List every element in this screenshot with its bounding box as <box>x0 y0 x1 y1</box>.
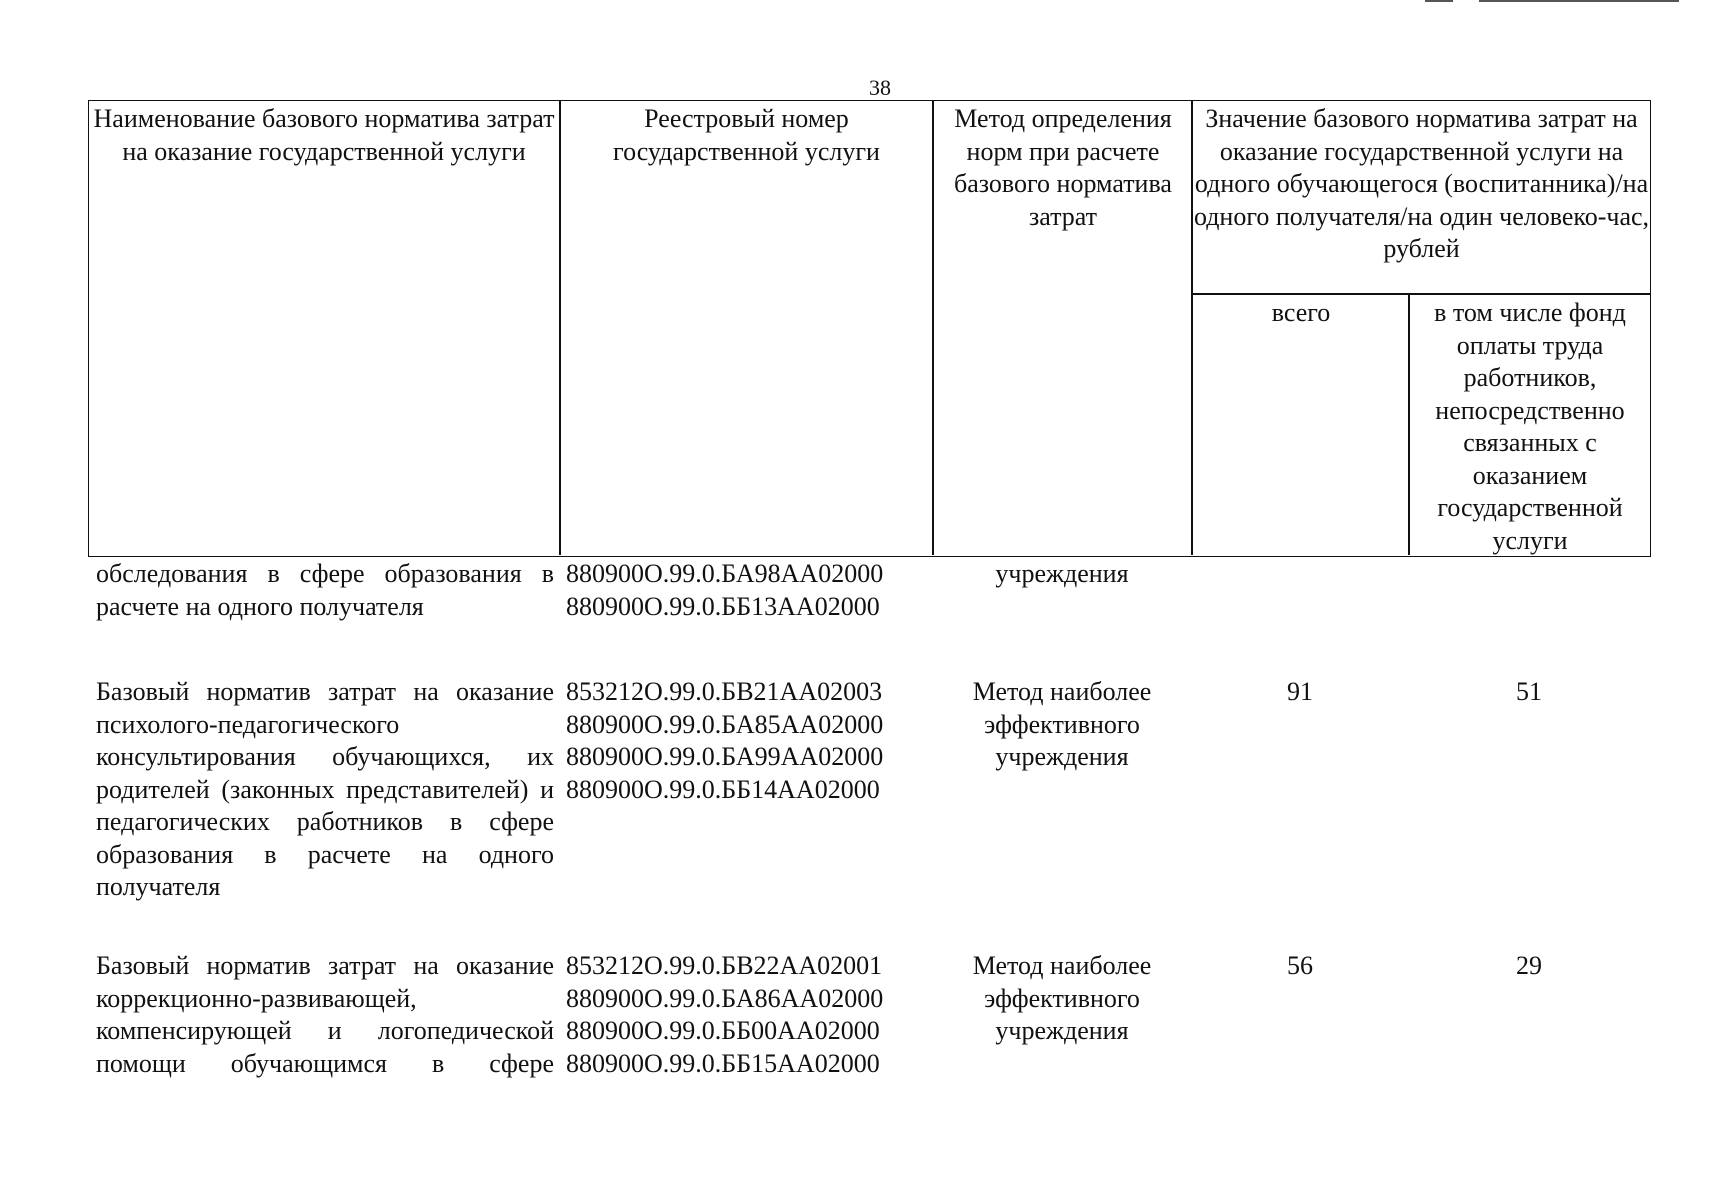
registry-code: 880900О.99.0.БА99АА02000 <box>566 742 884 771</box>
table-header <box>88 100 1651 557</box>
row-method: Метод наиболее эффективного учреждения <box>972 677 1152 771</box>
row-method: Метод наиболее эффективного учреждения <box>972 951 1152 1045</box>
registry-code: 880900О.99.0.БА85АА02000 <box>566 709 884 739</box>
registry-code: 880900О.99.0.БА86АА02000 <box>566 983 884 1013</box>
row-total: 91 <box>1287 677 1313 706</box>
header-fund: в том числе фонд оплаты труда работников, непосредственно связанных с оказанием государственной услуги <box>1434 298 1626 555</box>
registry-code: 880900О.99.0.ББ14АА02000 <box>566 774 880 804</box>
row-total: 56 <box>1287 951 1313 980</box>
registry-code: 853212О.99.0.БВ22АА02001 <box>566 951 883 980</box>
scan-mark <box>1479 0 1679 2</box>
header-total: всего <box>1271 298 1331 327</box>
row-registry-codes <box>566 676 926 806</box>
registry-code: 853212О.99.0.БВ21АА02003 <box>566 677 883 706</box>
registry-code: 880900О.99.0.ББ15АА02000 <box>566 1048 880 1078</box>
column-divider <box>559 101 561 555</box>
registry-code: 880900О.99.0.ББ13АА02000 <box>566 591 880 621</box>
scan-edge-marks <box>1425 0 1685 4</box>
row-name: Базовый норматив затрат на оказание коррекционно-развивающей, компенсирующей и логопедической помощи обучающимся в сфере <box>96 951 554 1078</box>
row-name: Базовый норматив затрат на оказание психолого-педагогического консультирования обучающихся, их родителей (законных представителей) и педагогических работников в сфере образования в расчете на одного получателя <box>96 677 554 901</box>
scan-mark <box>1425 0 1453 2</box>
row-registry-codes <box>566 950 926 1080</box>
row-fund: 51 <box>1516 677 1542 706</box>
page-number: 38 <box>869 75 891 100</box>
row-method: учреждения <box>995 559 1129 588</box>
header-value: Значение базового норматива затрат на оказание государственной услуги на одного обучающегося (воспитанника)/на одного получателя/на один человеко-час, рублей <box>1193 104 1650 263</box>
registry-code: 880900О.99.0.ББ00АА02000 <box>566 1016 880 1045</box>
header-registry-number: Реестровый номер государственной услуги <box>613 104 880 166</box>
row-name: обследования в сфере образования в расчете на одного получателя <box>96 559 554 621</box>
row-fund: 29 <box>1516 951 1542 980</box>
header-method: Метод определения норм при расчете базового норматива затрат <box>954 104 1172 231</box>
header-name: Наименование базового норматива затрат на оказание государственной услуги <box>93 104 555 166</box>
row-registry-codes <box>566 558 926 623</box>
registry-code: 880900О.99.0.БА98АА02000 <box>566 559 884 588</box>
